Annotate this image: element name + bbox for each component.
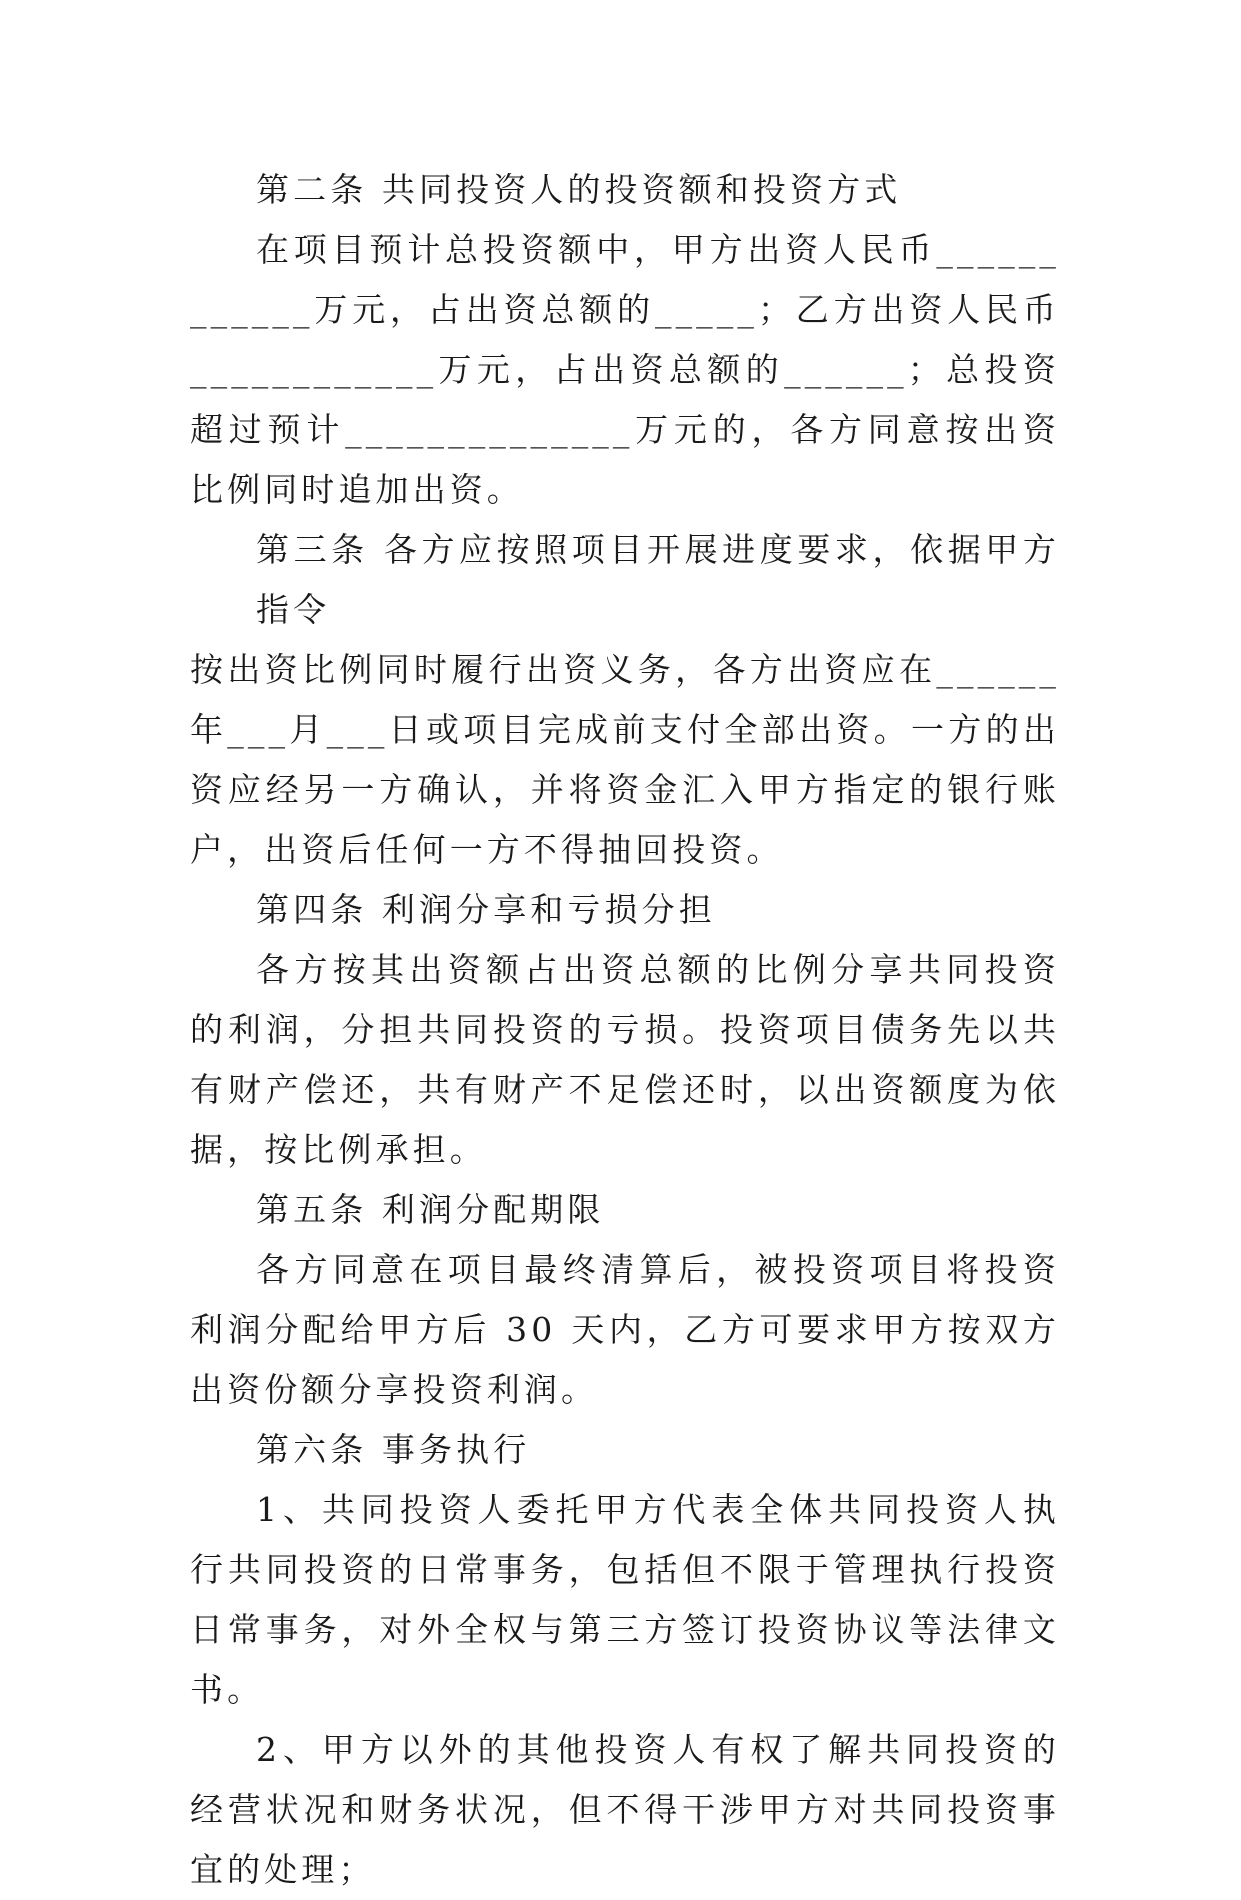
article-4-heading: 第四条 利润分享和亏损分担 — [256, 890, 716, 929]
article-6-heading: 第六条 事务执行 — [256, 1430, 531, 1469]
article-6-item-2: 2、甲方以外的其他投资人有权了解共同投资的经营状况和财务状况，但不得干涉甲方对共同投资事宜的处理； — [190, 1730, 1060, 1889]
article-5-body: 各方同意在项目最终清算后，被投资项目将投资利润分配给甲方后 30 天内，乙方可要求甲方按双方出资份额分享投资利润。 — [190, 1250, 1060, 1409]
article-2-heading: 第二条 共同投资人的投资额和投资方式 — [256, 170, 902, 209]
article-5-heading: 第五条 利润分配期限 — [256, 1190, 605, 1229]
article-3-heading: 第三条 各方应按照项目开展进度要求，依据甲方指令 — [256, 530, 1060, 629]
article-2-body: 在项目预计总投资额中，甲方出资人民币____________万元，占出资总额的_____；乙方出资人民币____________万元，占出资总额的______；总投资超过预计______________万元的，各方同意按出资比例同时追加出资。 — [190, 230, 1060, 509]
article-4-body: 各方按其出资额占出资总额的比例分享共同投资的利润，分担共同投资的亏损。投资项目债务先以共有财产偿还，共有财产不足偿还时，以出资额度为依据，按比例承担。 — [190, 950, 1060, 1169]
article-3-body: 按出资比例同时履行出资义务，各方出资应在______年___月___日或项目完成前支付全部出资。一方的出资应经另一方确认，并将资金汇入甲方指定的银行账户，出资后任何一方不得抽回投资。 — [190, 650, 1060, 869]
article-6-item-1: 1、共同投资人委托甲方代表全体共同投资人执行共同投资的日常事务，包括但不限于管理执行投资日常事务，对外全权与第三方签订投资协议等法律文书。 — [190, 1490, 1060, 1709]
document-body — [190, 160, 1060, 1900]
